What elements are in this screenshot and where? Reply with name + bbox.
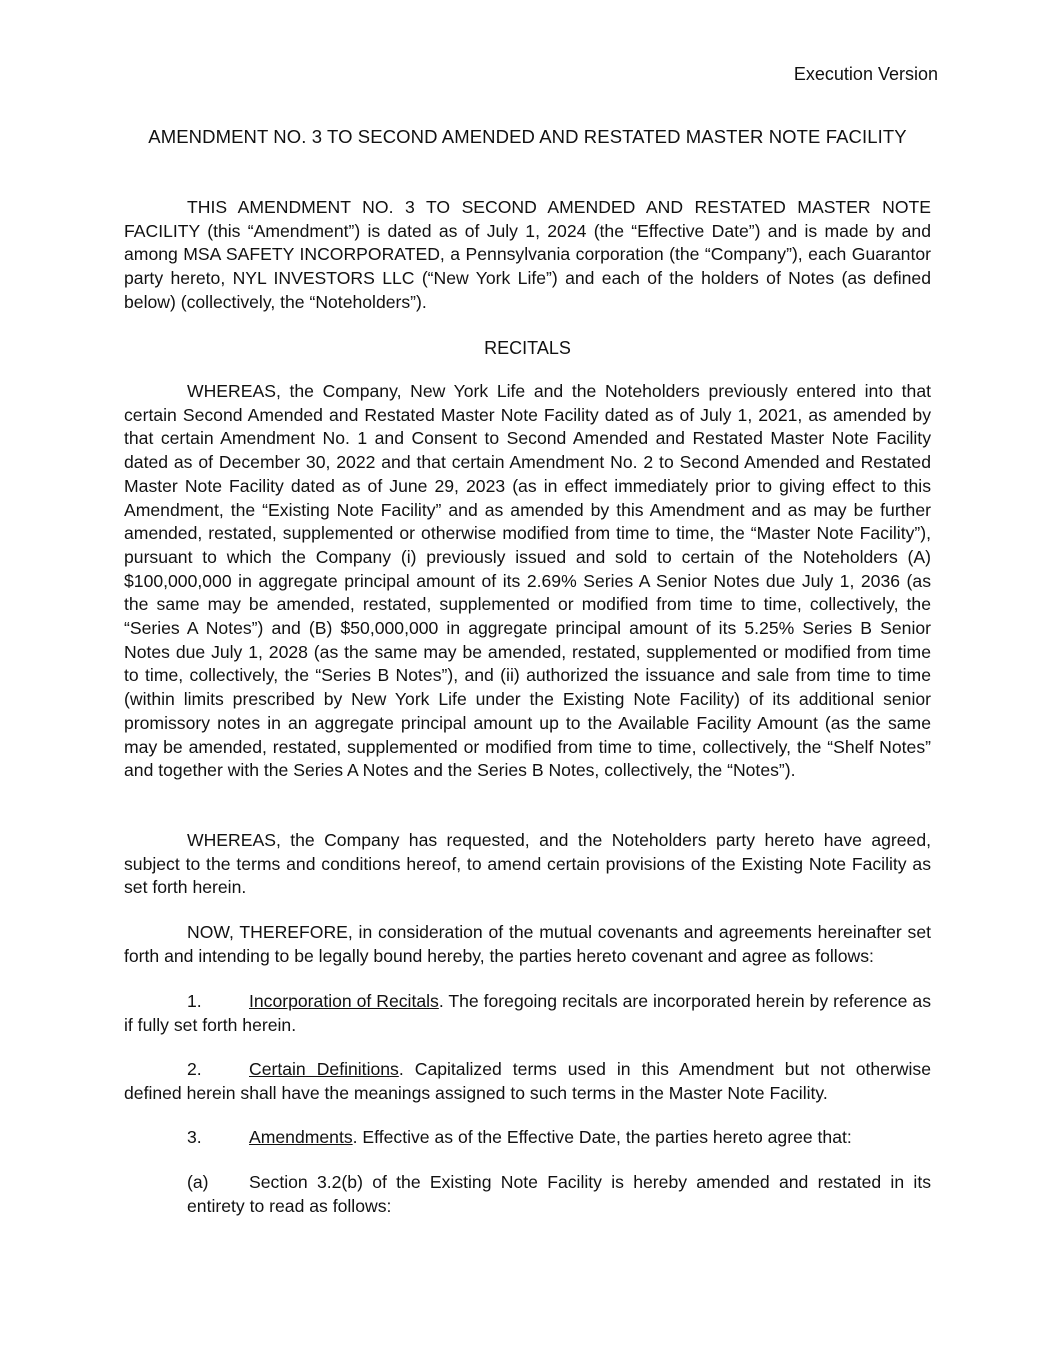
whereas-paragraph-2: WHEREAS, the Company has requested, and the Noteholders party hereto have agreed, subject to the terms and conditions hereof, to amend certain provisions of the Existing Note Facility as set forth herein.	[124, 830, 931, 898]
section-number: 1.	[187, 991, 202, 1011]
subsection-a	[187, 1171, 931, 1218]
section-text: . Capitalized terms used in this Amendment but not otherwise defined herein shall have the meanings assigned to such terms in the Master Note Facility.	[124, 1059, 932, 1103]
section-heading: Certain Definitions	[249, 1059, 399, 1079]
execution-version-label: Execution Version	[793, 64, 938, 84]
section-1	[124, 990, 931, 1037]
subsection-label: (a)	[187, 1172, 209, 1192]
subsection-text: Section 3.2(b) of the Existing Note Facility is hereby amended and restated in its entirety to read as follows:	[187, 1172, 931, 1216]
section-heading: Incorporation of Recitals	[249, 991, 439, 1011]
section-3	[124, 1126, 931, 1150]
section-2	[124, 1058, 931, 1105]
section-number: 2.	[187, 1059, 202, 1079]
section-text: . Effective as of the Effective Date, the parties hereto agree that:	[352, 1127, 852, 1147]
section-number: 3.	[187, 1127, 202, 1147]
section-heading: Amendments	[249, 1127, 353, 1147]
section-text: . The foregoing recitals are incorporated herein by reference as if fully set forth herein.	[124, 991, 931, 1035]
now-therefore-paragraph: NOW, THEREFORE, in consideration of the mutual covenants and agreements hereinafter set forth and intending to be legally bound hereby, the parties hereto covenant and agree as follows:	[124, 922, 931, 966]
whereas-paragraph-1: WHEREAS, the Company, New York Life and the Noteholders previously entered into that certain Second Amended and Restated Master Note Facility dated as of July 1, 2021, as amended by that certain Amendment No. 1 and Consent to Second Amended and Restated Master Note Facility dated as of December 30, 2022 and that certain Amendment No. 2 to Second Amended and Restated Master Note Facility dated as of June 29, 2023 (as in effect immediately prior to giving effect to this Amendment, the “Existing Note Facility” and as amended by this Amendment and as may be further amended, restated, supplemented or otherwise modified from time to time, the “Master Note Facility”), pursuant to which the Company (i) previously issued and sold to certain of the Noteholders (A) $100,000,000 in aggregate principal amount of its 2.69% Series A Senior Notes due July 1, 2036 (as the same may be amended, restated, supplemented or modified from time to time, collectively, the “Series A Notes”) and (B) $50,000,000 in aggregate principal amount of its 5.25% Series B Senior Notes due July 1, 2028 (as the same may be amended, restated, supplemented or modified from time to time, collectively, the “Series B Notes”), and (ii) authorized the issuance and sale from time to time (within limits prescribed by New York Life under the Existing Note Facility) of its additional senior promissory notes in an aggregate principal amount up to the Available Facility Amount (as the same may be amended, restated, supplemented or modified from time to time, collectively, the “Shelf Notes” and together with the Series A Notes and the Series B Notes, collectively, the “Notes”).	[124, 381, 931, 781]
recitals-heading: RECITALS	[484, 338, 571, 358]
document-title: AMENDMENT NO. 3 TO SECOND AMENDED AND RESTATED MASTER NOTE FACILITY	[148, 126, 907, 147]
intro-paragraph: THIS AMENDMENT NO. 3 TO SECOND AMENDED AND RESTATED MASTER NOTE FACILITY (this “Amendment”) is dated as of July 1, 2024 (the “Effective Date”) and is made by and among MSA SAFETY INCORPORATED, a Pennsylvania corporation (the “Company”), each Guarantor party hereto, NYL INVESTORS LLC (“New York Life”) and each of the holders of Notes (as defined below) (collectively, the “Noteholders”).	[124, 197, 931, 312]
